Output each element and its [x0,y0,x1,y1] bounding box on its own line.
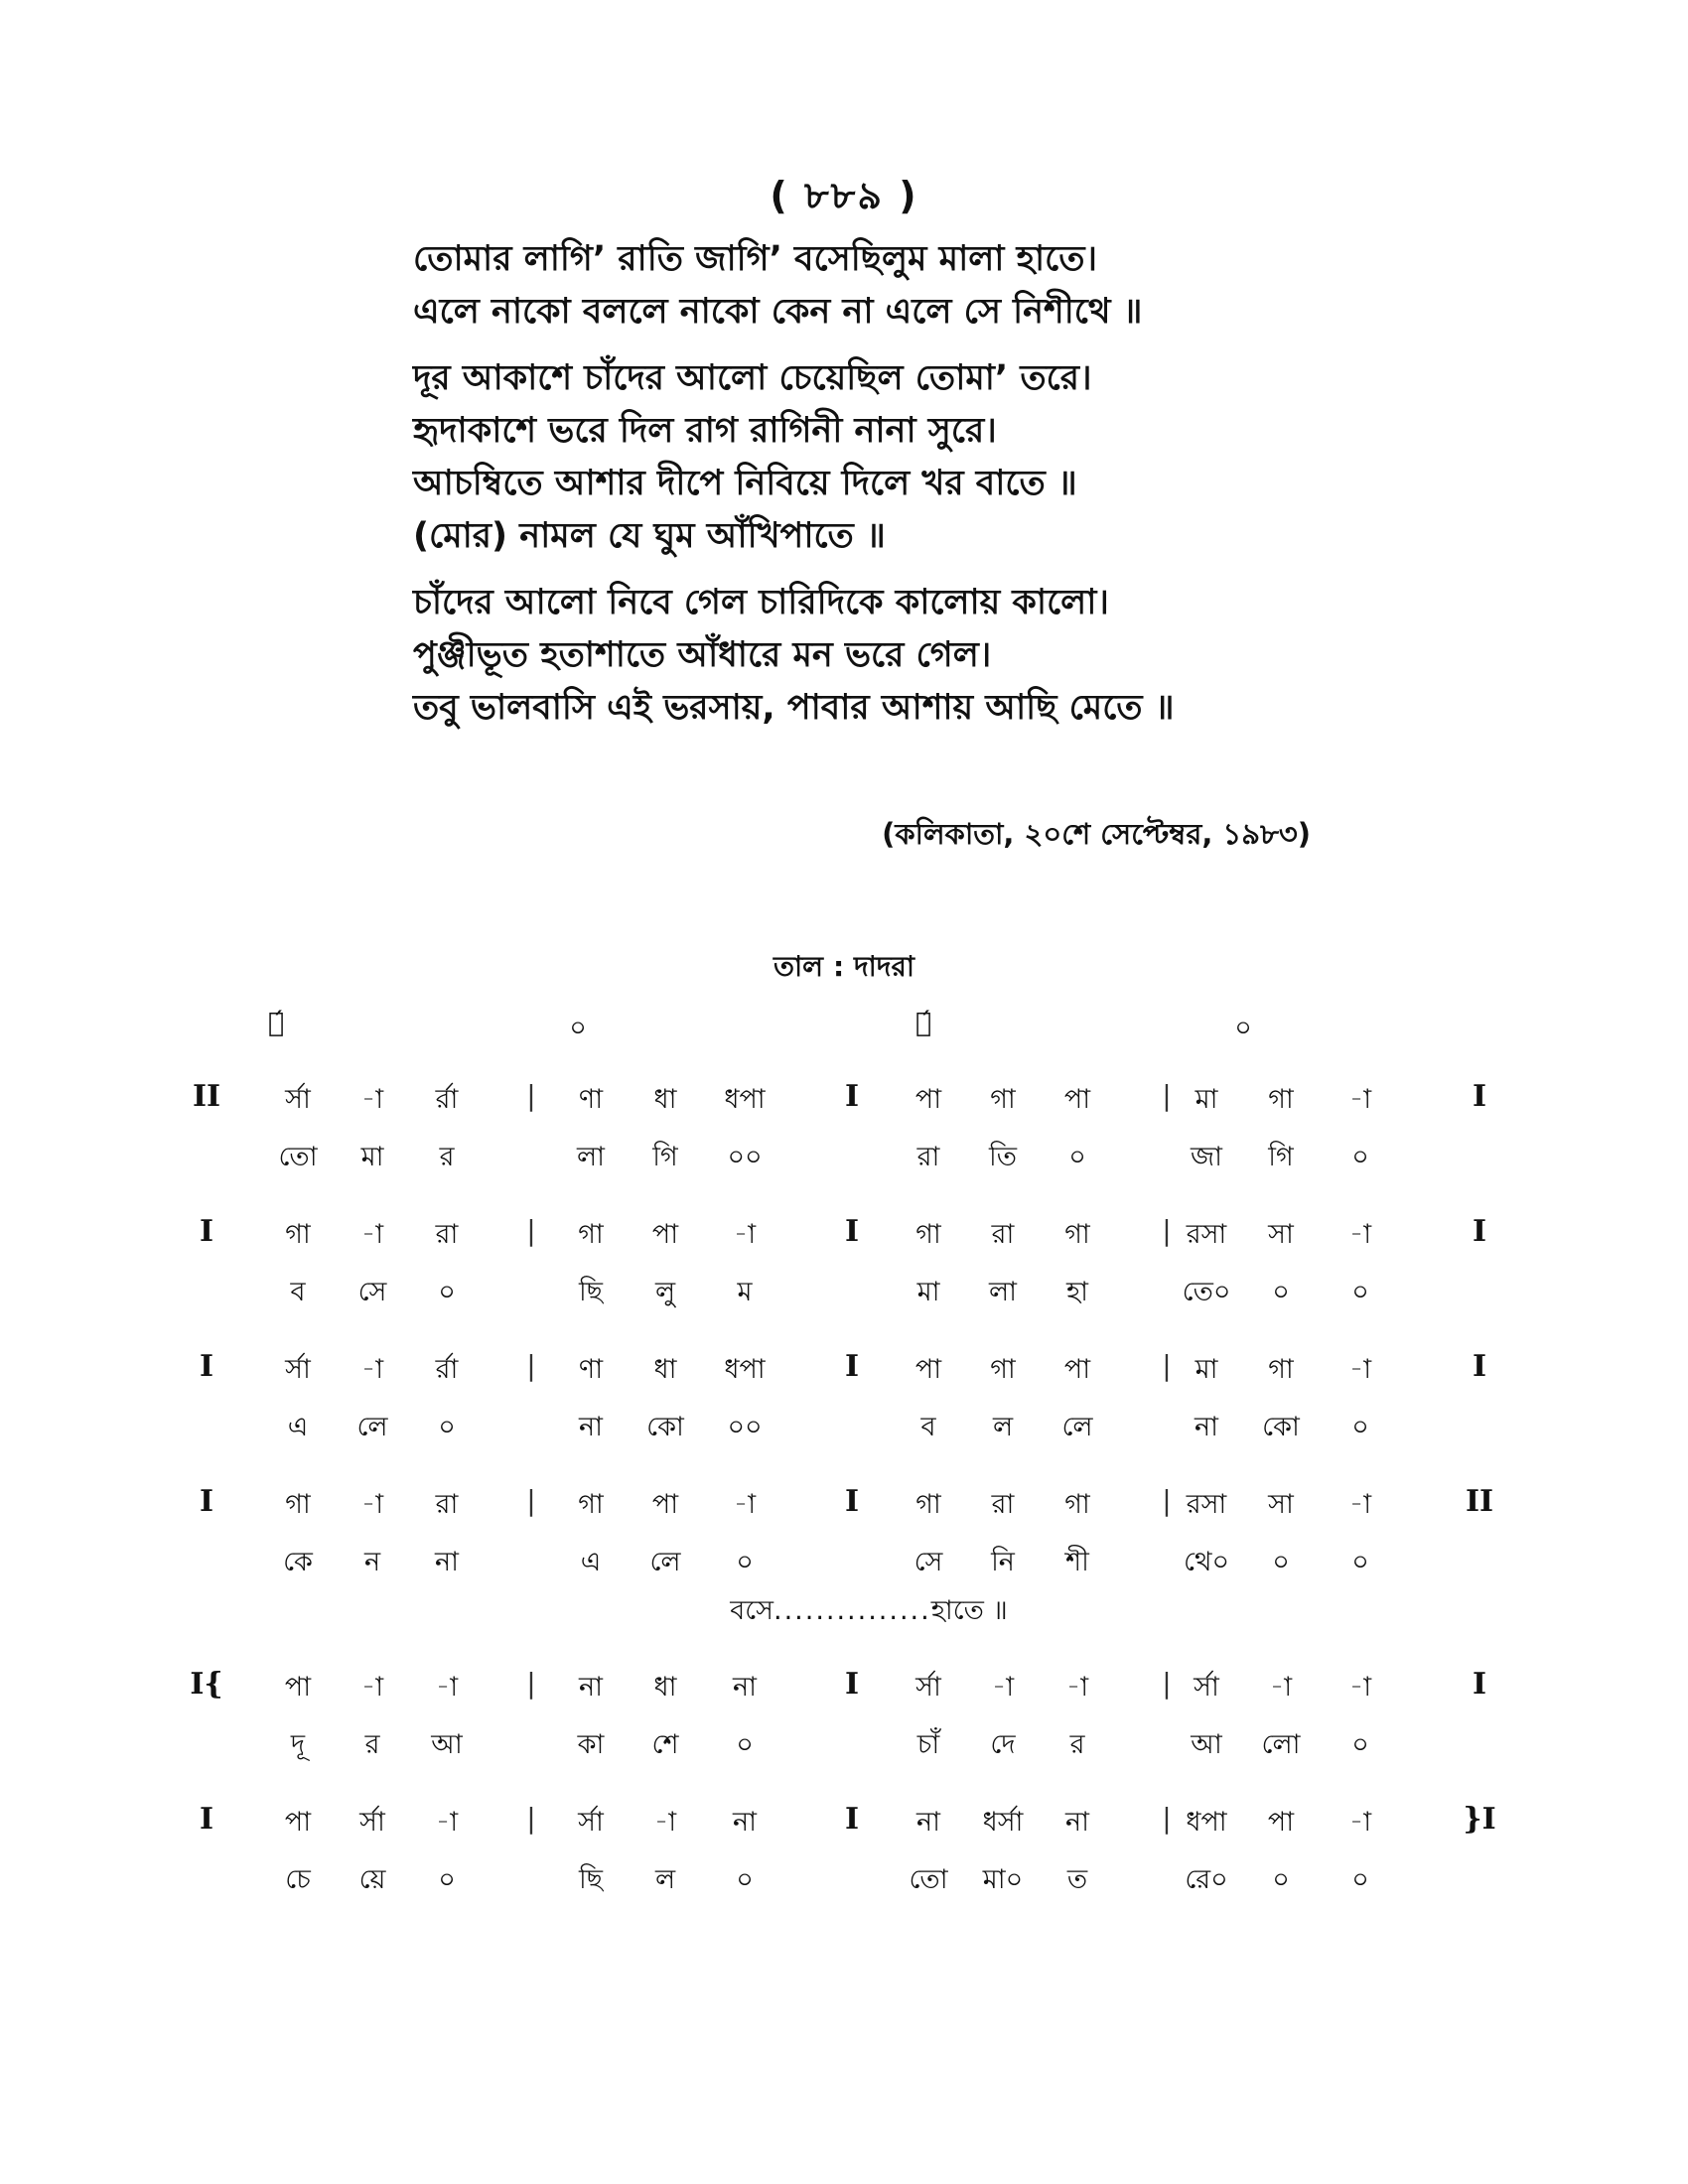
swara-note: গা [578,1489,604,1520]
lyric-syllable: এ [287,1412,309,1442]
swara-note: গা [990,1354,1016,1385]
lyric-syllable: লে [649,1547,681,1577]
vibhag-divider: | [526,1484,536,1517]
swara-row [189,1790,1509,1847]
lyric-syllable: ০ [438,1277,456,1307]
lyric-syllable: য়ে [358,1864,386,1895]
end-bar: }I [1463,1802,1496,1837]
swara-note: না [733,1807,757,1838]
vibhag-divider: I [844,1214,860,1249]
swara-note: রসা [1186,1489,1227,1520]
poem-line: (মোর) নামল যে ঘুম আঁখিপাতে ॥ [413,516,886,556]
swara-note: ধপা [724,1354,766,1385]
swara-note: গা [285,1219,311,1250]
swara-note: গা [1268,1354,1294,1385]
swara-note: না [1065,1807,1089,1838]
swara-note: রা [435,1219,459,1250]
lyric-syllable: না [579,1412,603,1442]
swara-note: -া [1348,1084,1372,1115]
lyric-syllable: ০ [438,1412,456,1442]
lyric-syllable: লা [989,1277,1017,1307]
poem-line: চাঁদের আলো নিবে গেল চারিদিকে কালোয় কালো। [413,583,1109,622]
lyric-syllable: সে [357,1277,387,1307]
swara-note: ধপা [724,1084,766,1115]
lyric-syllable: নি [991,1547,1015,1577]
lyric-syllable: ছি [578,1864,604,1895]
swara-row [189,1655,1509,1712]
vibhag-divider: | [526,1349,536,1382]
lyric-row [189,1530,1509,1587]
swara-row [189,1202,1509,1260]
lyric-syllable: কে [283,1547,313,1577]
swara-note: র্সা [359,1807,385,1838]
vibhag-divider: I [844,1484,860,1519]
lyric-syllable: ০০ [727,1142,763,1172]
lyric-syllable: লু [654,1277,676,1307]
swara-row [189,1067,1509,1125]
swara-note: পা [284,1672,312,1703]
vibhag-divider: | [1162,1214,1172,1247]
poem-line: দূর আকাশে চাঁদের আলো চেয়েছিল তোমা’ তরে। [413,358,1092,398]
lyric-syllable: মা০ [982,1864,1024,1895]
swara-note: সা [1268,1219,1294,1250]
tal-name: দাদরা [853,950,914,983]
lyric-syllable: ০ [1351,1864,1369,1895]
lyric-syllable: জা [1191,1142,1222,1172]
swara-note: গা [915,1489,941,1520]
lyric-syllable: না [1195,1412,1218,1442]
lyric-syllable: ০ [1068,1142,1086,1172]
lyric-syllable: ০ [736,1864,754,1895]
swara-note: পা [914,1084,942,1115]
vibhag-divider: I [844,1349,860,1384]
repeat-note-start: বসে [730,1595,774,1626]
lyric-syllable: ০ [1272,1547,1290,1577]
swara-note: -া [1348,1219,1372,1250]
swara-note: ধপা [1186,1807,1227,1838]
lyric-syllable: ০ [1351,1412,1369,1442]
lyric-syllable: লে [356,1412,388,1442]
beat-mark: ১́ [267,1008,285,1038]
swara-note: গা [1268,1084,1294,1115]
swara-note: ণা [578,1084,604,1115]
lyric-syllable: ০ [1351,1547,1369,1577]
lyric-syllable: দে [990,1729,1016,1760]
lyric-row [189,1847,1509,1905]
lyric-syllable: গি [652,1142,678,1172]
vibhag-divider: | [526,1079,536,1112]
lyric-syllable: ছি [578,1277,604,1307]
tal-heading [0,945,1688,992]
start-bar: I{ [190,1667,223,1702]
lyric-syllable: ম [737,1277,753,1307]
swara-note: পা [914,1354,942,1385]
vibhag-divider: | [1162,1667,1172,1700]
end-bar: I [1472,1214,1487,1249]
lyric-syllable: চাঁ [916,1729,940,1760]
vibhag-divider: I [844,1667,860,1702]
lyric-syllable: ০ [736,1729,754,1760]
beat-mark: ০ [569,1013,587,1043]
poem-stanza-2 [413,352,1406,563]
swara-note: রা [991,1489,1015,1520]
swara-note: পা [1267,1807,1295,1838]
swara-note: মা [1195,1354,1218,1385]
swara-note: ধা [653,1354,677,1385]
swara-note: পা [1063,1084,1091,1115]
poem-line: পুঞ্জীভূত হতাশাতে আঁধারে মন ভরে গেল। [413,635,992,675]
swara-note: পা [651,1219,679,1250]
vibhag-divider: I [844,1079,860,1114]
vibhag-divider: | [1162,1079,1172,1112]
lyric-syllable: কো [1262,1412,1300,1442]
vibhag-divider: I [844,1802,860,1837]
start-bar: II [192,1079,221,1114]
notation-block [189,1472,1509,1635]
lyric-syllable: তো [909,1864,948,1895]
swara-note: -া [991,1672,1015,1703]
lyric-syllable: লে [1061,1412,1093,1442]
lyric-syllable: না [435,1547,459,1577]
swara-note: গা [990,1084,1016,1115]
poem-line: আচম্বিতে আশার দীপে নিবিয়ে দিলে খর বাতে ॥ [413,464,1077,503]
vibhag-divider: | [526,1667,536,1700]
lyric-syllable: ব [290,1277,306,1307]
swara-note: র্সা [285,1354,311,1385]
lyric-syllable: তি [989,1142,1017,1172]
swara-note: মা [1195,1084,1218,1115]
lyric-syllable: ০ [736,1547,754,1577]
swara-note: -া [435,1807,459,1838]
swara-note: র্সা [285,1084,311,1115]
lyric-syllable: ব [920,1412,936,1442]
lyric-syllable: এ [580,1547,602,1577]
swara-note: ধা [653,1084,677,1115]
poem-line: তবু ভালবাসি এই ভরসায়, পাবার আশায় আছি মেতে ॥ [413,688,1175,728]
lyric-syllable: র [439,1142,455,1172]
swara-note: পা [284,1807,312,1838]
notation-block [189,1655,1509,1770]
lyric-row [189,1395,1509,1452]
vibhag-divider: | [1162,1349,1172,1382]
vibhag-divider: | [1162,1484,1172,1517]
swara-note: ধর্সা [982,1807,1024,1838]
lyric-syllable: গি [1268,1142,1294,1172]
swara-note: গা [578,1219,604,1250]
poem-line: হৃদাকাশে ভরে দিল রাগ রাগিনী নানা সুরে। [413,411,997,451]
lyric-syllable: ল [654,1864,676,1895]
lyric-row [189,1712,1509,1770]
swara-note: -া [435,1672,459,1703]
lyric-syllable: শে [651,1729,679,1760]
page-number: ( ৮৮৯ ) [770,174,918,217]
poem-stanza-3 [413,577,1406,735]
end-bar: II [1465,1484,1494,1519]
lyric-syllable: ন [363,1547,381,1577]
poem [413,233,1406,749]
lyric-syllable: ০ [1272,1277,1290,1307]
swara-note: না [733,1672,757,1703]
end-bar: I [1472,1349,1487,1384]
start-bar: I [199,1214,214,1249]
swara-row [189,1337,1509,1395]
lyric-syllable: লো [1261,1729,1301,1760]
poem-line: এলে নাকো বললে নাকো কেন না এলে সে নিশীথে ॥ [413,292,1143,332]
notation-block [189,1202,1509,1317]
swara-note: -া [733,1219,757,1250]
beat-mark-row [189,998,1509,1047]
swara-note: -া [360,1219,384,1250]
lyric-syllable: চে [285,1864,311,1895]
swara-note: গা [285,1489,311,1520]
swara-note: রসা [1186,1219,1227,1250]
lyric-row [189,1125,1509,1182]
lyric-syllable: মা [360,1142,384,1172]
swara-row [189,1472,1509,1530]
end-bar: I [1472,1079,1487,1114]
swara-note: না [579,1672,603,1703]
lyric-syllable: হা [1065,1277,1089,1307]
swara-note: -া [1065,1672,1089,1703]
swara-note: -া [1269,1672,1293,1703]
start-bar: I [199,1802,214,1837]
start-bar: I [199,1349,214,1384]
swara-note: না [916,1807,940,1838]
swara-note: -া [653,1807,677,1838]
lyric-syllable: ০০ [727,1412,763,1442]
lyric-syllable: কো [646,1412,684,1442]
swara-note: র্রা [435,1084,459,1115]
lyric-syllable: তো [278,1142,318,1172]
poem-stanza-1 [413,233,1406,339]
swara-note: -া [360,1672,384,1703]
notation-block [189,1790,1509,1905]
lyric-syllable: লা [577,1142,605,1172]
start-bar: I [199,1484,214,1519]
tal-label: তাল [773,950,823,983]
lyric-syllable: র [364,1729,380,1760]
lyric-syllable: মা [916,1277,940,1307]
lyric-syllable: আ [1191,1729,1222,1760]
swara-note: পা [651,1489,679,1520]
lyric-row [189,1260,1509,1317]
lyric-syllable: ০ [1351,1142,1369,1172]
swara-note: -া [360,1489,384,1520]
lyric-syllable: আ [431,1729,463,1760]
lyric-syllable: তে০ [1182,1277,1231,1307]
tal-separator: : [832,950,845,983]
lyric-syllable: ০ [1351,1277,1369,1307]
lyric-syllable: ত [1066,1864,1088,1895]
swara-note: গা [1064,1219,1090,1250]
swara-note: পা [1063,1354,1091,1385]
swara-note: -া [733,1489,757,1520]
swara-note: ধা [653,1672,677,1703]
notation-block [189,1337,1509,1452]
lyric-syllable: কা [577,1729,605,1760]
swara-note: -া [1348,1672,1372,1703]
vibhag-divider: | [526,1214,536,1247]
repeat-note-dots: ............... [773,1595,931,1626]
lyric-syllable: রে০ [1185,1864,1228,1895]
notation-block [189,1067,1509,1182]
repeat-note-end: হাতে ॥ [930,1595,1008,1626]
swara-note: -া [360,1084,384,1115]
poem-line: তোমার লাগি’ রাতি জাগি’ বসেছিলুম মালা হাতে। [413,239,1098,279]
lyric-syllable: থে০ [1184,1547,1229,1577]
lyric-syllable: রা [916,1142,940,1172]
lyric-syllable: ০ [1351,1729,1369,1760]
swara-note: রা [991,1219,1015,1250]
notation [189,998,1509,1905]
vibhag-divider: | [526,1802,536,1835]
swara-note: গা [1064,1489,1090,1520]
lyric-syllable: ল [992,1412,1014,1442]
lyric-syllable: ০ [1272,1864,1290,1895]
lyric-syllable: সে [914,1547,943,1577]
lyric-syllable: দূ [290,1729,306,1760]
swara-note: র্সা [1194,1672,1219,1703]
swara-note: ণা [578,1354,604,1385]
lyric-syllable: র [1069,1729,1085,1760]
swara-note: রা [435,1489,459,1520]
beat-mark: ০ [1234,1013,1252,1043]
vibhag-divider: | [1162,1802,1172,1835]
swara-note: গা [915,1219,941,1250]
swara-note: র্রা [435,1354,459,1385]
swara-note: -া [1348,1807,1372,1838]
lyric-syllable: ০ [438,1864,456,1895]
swara-note: র্সা [915,1672,941,1703]
swara-note: র্সা [578,1807,604,1838]
end-bar: I [1472,1667,1487,1702]
lyric-syllable: শী [1065,1547,1089,1577]
swara-note: -া [360,1354,384,1385]
attribution: (কলিকাতা, ২০শে সেপ্টেম্বর, ১৯৮৩) [882,817,1311,851]
swara-note: সা [1268,1489,1294,1520]
swara-note: -া [1348,1489,1372,1520]
beat-mark: ১́ [914,1008,932,1038]
repeat-note [189,1587,1509,1635]
swara-note: -া [1348,1354,1372,1385]
